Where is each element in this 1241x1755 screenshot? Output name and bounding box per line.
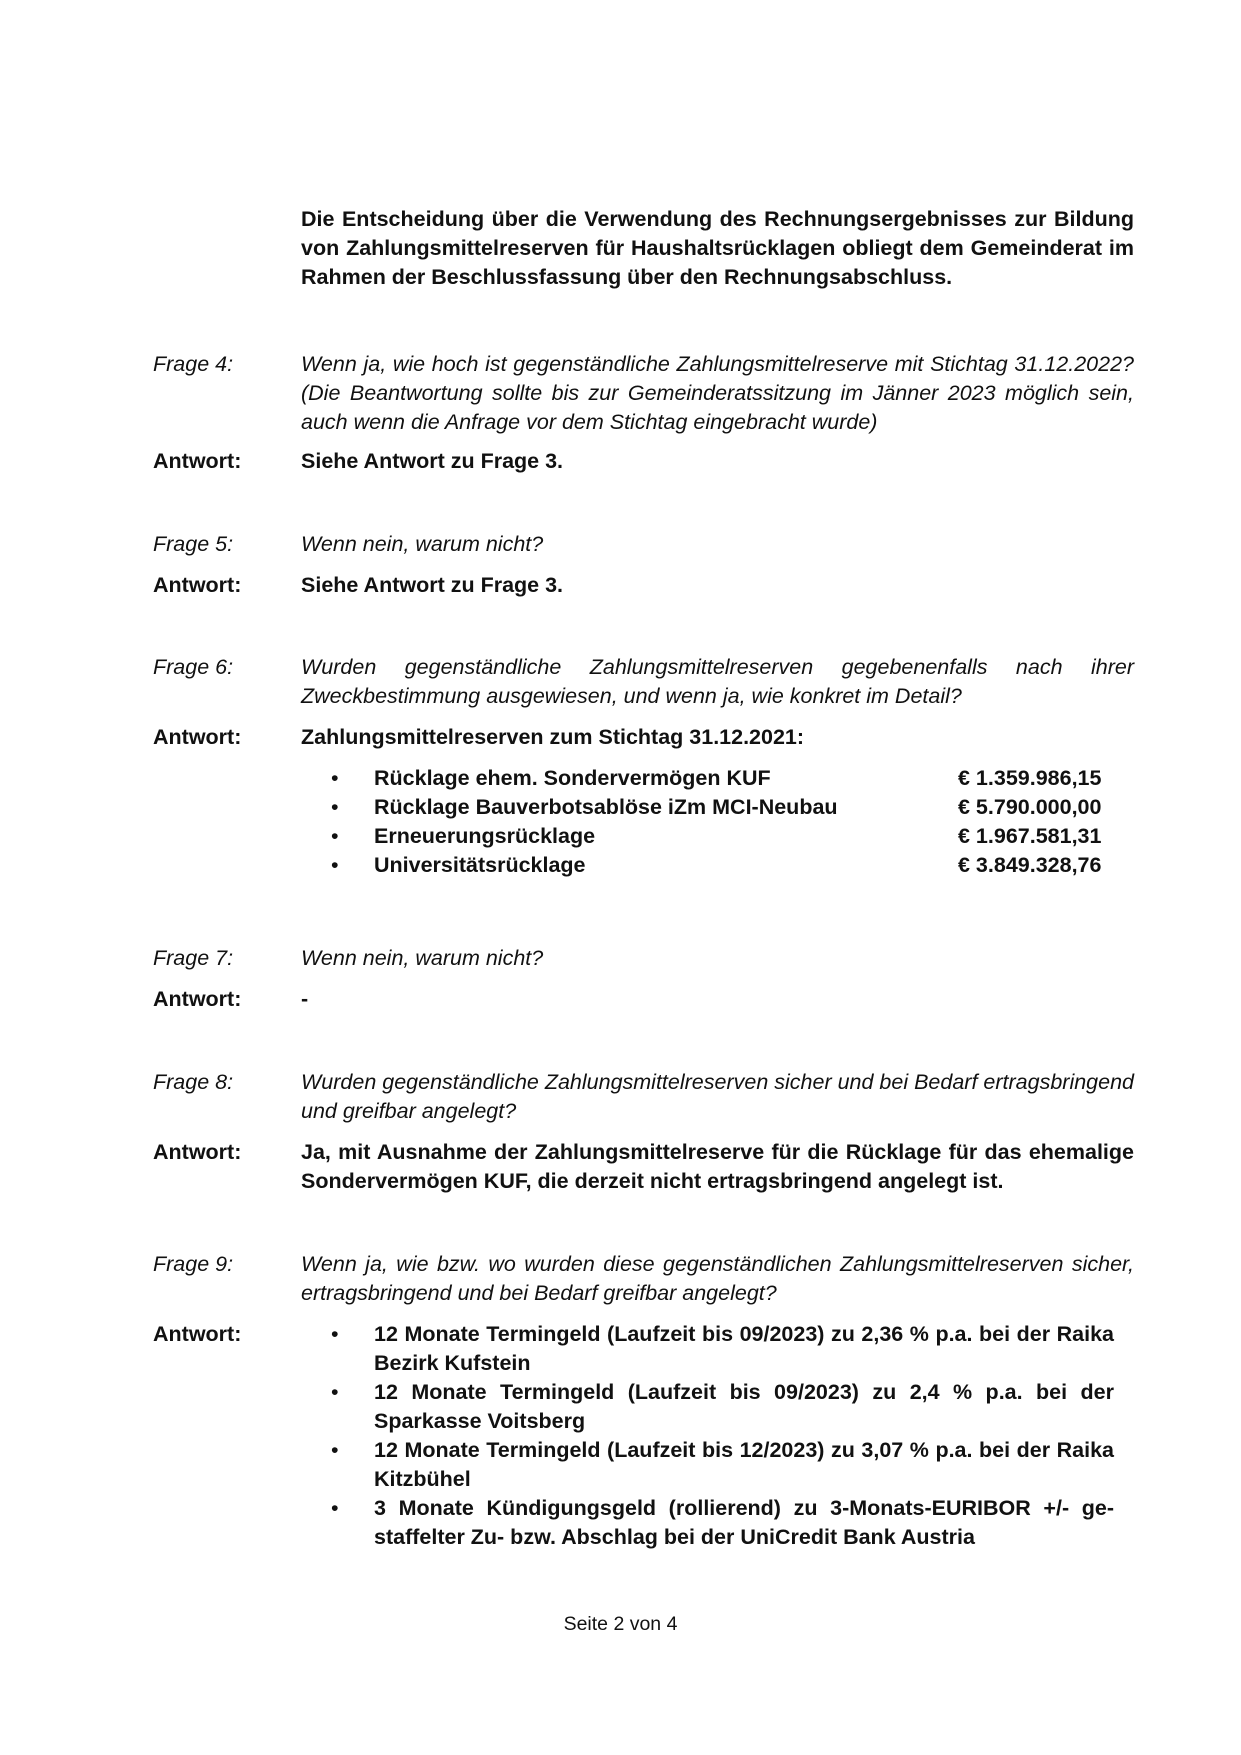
question-9-label: Frage 9: <box>153 1252 234 1276</box>
list-item <box>301 1378 1134 1436</box>
answer-4-label: Antwort: <box>153 449 242 473</box>
question-4-text: Wenn ja, wie hoch ist gegenständliche Zahlungsmittelreserve mit Stichtag 31.12.2022? (Die Beantwortung sollte bis zur Gemeinderatssitzung im Jänner 2023 möglich sein, auch wenn die Anfrage vor dem Stichtag eingebracht wurde) <box>301 352 1134 434</box>
reserve-amount: € 3.849.328,76 <box>958 853 1102 877</box>
answer-5-label: Antwort: <box>153 573 242 597</box>
reserve-name: Rücklage ehem. Sondervermögen KUF <box>374 766 771 790</box>
reserve-name: Erneuerungsrücklage <box>374 824 596 848</box>
question-5-label: Frage 5: <box>153 532 234 556</box>
reserve-name: Rücklage Bauverbotsablöse iZm MCI-Neubau <box>374 795 838 819</box>
list-item <box>301 851 1134 880</box>
reserves-list <box>301 764 1134 880</box>
question-8-label: Frage 8: <box>153 1070 234 1094</box>
bullet-icon: • <box>331 1496 339 1520</box>
reserve-amount: € 1.359.986,15 <box>958 766 1102 790</box>
reserve-name: Universitätsrücklage <box>374 853 586 877</box>
bullet-icon: • <box>331 1438 339 1462</box>
list-item <box>301 1320 1134 1378</box>
bullet-icon: • <box>331 824 339 848</box>
list-item <box>301 764 1134 793</box>
question-9-text: Wenn ja, wie bzw. wo wurden diese gegenständlichen Zahlungsmittelreserven sicher, ertragsbringend und bei Bedarf greifbar angelegt? <box>301 1252 1134 1305</box>
question-5-text: Wenn nein, warum nicht? <box>301 532 544 556</box>
bullet-icon: • <box>331 1380 339 1404</box>
bullet-icon: • <box>331 795 339 819</box>
bullet-icon: • <box>331 1322 339 1346</box>
question-7-label: Frage 7: <box>153 946 234 970</box>
reserve-amount: € 5.790.000,00 <box>958 795 1102 819</box>
deposit-text: 3 Monate Kündigungsgeld (rollierend) zu 3-Monats-EURIBOR +/- gestaffelter Zu- bzw. Abschlag bei der UniCredit Bank Austria <box>374 1496 1114 1549</box>
question-6-text: Wurden gegenständliche Zahlungsmittelreserven gegebenenfalls nach ihrer Zweckbestimmung ausgewiesen, und wenn ja, wie konkret im Detail? <box>301 655 1134 708</box>
list-item <box>301 1436 1134 1494</box>
list-item <box>301 822 1134 851</box>
question-7-text: Wenn nein, warum nicht? <box>301 946 544 970</box>
answer-8-text: Ja, mit Ausnahme der Zahlungsmittelreserve für die Rücklage für das ehemalige Sondervermögen KUF, die derzeit nicht ertragsbringend angelegt ist. <box>301 1140 1134 1193</box>
answer-4-text: Siehe Antwort zu Frage 3. <box>301 449 564 473</box>
answer-6-text: Zahlungsmittelreserven zum Stichtag 31.12.2021: <box>301 725 805 749</box>
deposit-text: 12 Monate Termingeld (Laufzeit bis 12/2023) zu 3,07 % p.a. bei der Raika Kitzbühel <box>374 1438 1114 1491</box>
answer-7-text: - <box>301 987 309 1011</box>
answer-8-label: Antwort: <box>153 1140 242 1164</box>
list-item <box>301 793 1134 822</box>
deposit-text: 12 Monate Termingeld (Laufzeit bis 09/2023) zu 2,36 % p.a. bei der Raika Bezirk Kufstein <box>374 1322 1114 1375</box>
question-6-label: Frage 6: <box>153 655 234 679</box>
bullet-icon: • <box>331 766 339 790</box>
intro-paragraph: Die Entscheidung über die Verwendung des Rechnungsergebnisses zur Bildung von Zahlungsmittelreserven für Haushaltsrücklagen obliegt dem Gemeinderat im Rahmen der Beschlussfassung über den Rechnungsabschluss. <box>301 207 1134 289</box>
bullet-icon: • <box>331 853 339 877</box>
question-4-label: Frage 4: <box>153 352 234 376</box>
answer-9-label: Antwort: <box>153 1322 242 1346</box>
deposits-list <box>301 1320 1134 1552</box>
answer-5-text: Siehe Antwort zu Frage 3. <box>301 573 564 597</box>
answer-7-label: Antwort: <box>153 987 242 1011</box>
list-item <box>301 1494 1134 1552</box>
page-number: Seite 2 von 4 <box>563 1613 678 1635</box>
question-8-text: Wurden gegenständliche Zahlungsmittelreserven sicher und bei Bedarf ertragsbringend und greifbar angelegt? <box>301 1070 1135 1123</box>
deposit-text: 12 Monate Termingeld (Laufzeit bis 09/2023) zu 2,4 % p.a. bei der Sparkasse Voitsberg <box>374 1380 1114 1433</box>
reserve-amount: € 1.967.581,31 <box>958 824 1102 848</box>
answer-6-label: Antwort: <box>153 725 242 749</box>
